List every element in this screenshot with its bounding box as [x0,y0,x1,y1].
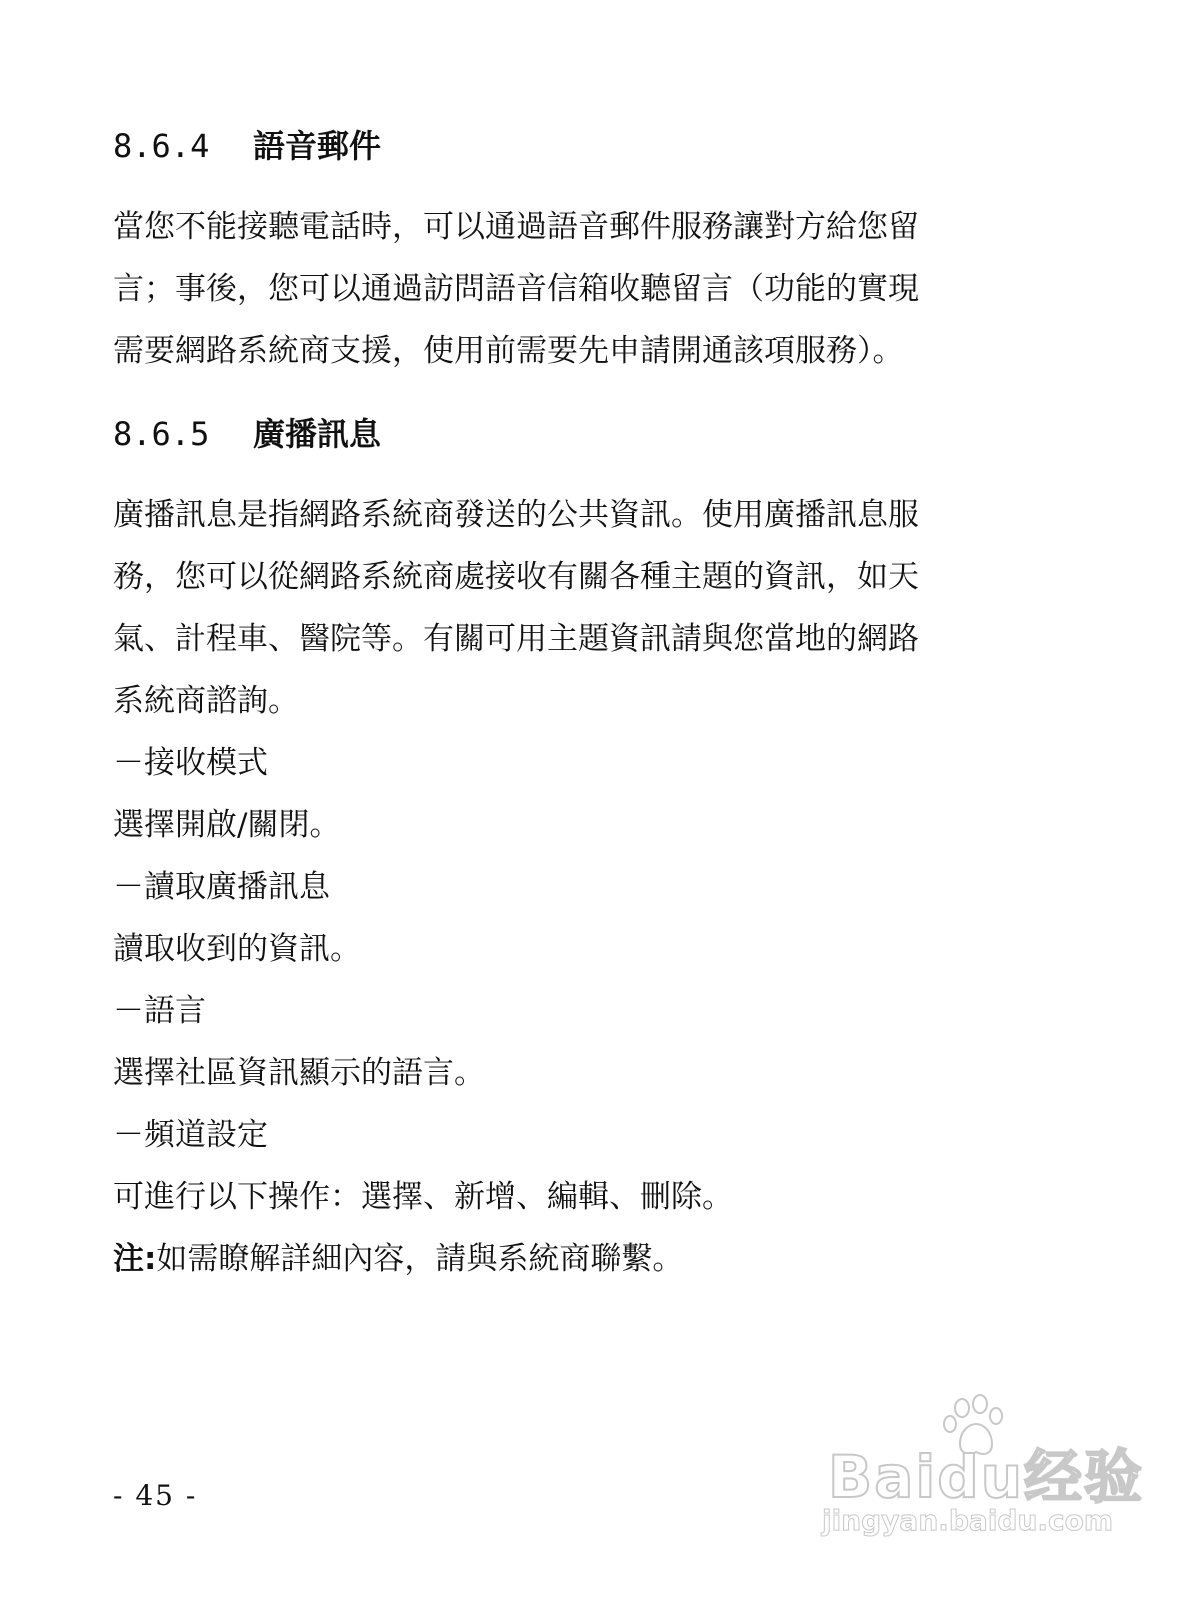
body-line: 氣、計程車、醫院等。有關可用主題資訊請與您當地的網路 [113,621,919,657]
body-line: 系統商諮詢。 [113,683,299,719]
body-line: 言；事後，您可以通過訪問語音信箱收聽留言（功能的實現 [113,271,919,307]
list-desc: 可進行以下操作：選擇、新增、編輯、刪除。 [113,1179,733,1215]
list-desc: 讀取收到的資訊。 [113,931,361,967]
body-line: 務，您可以從網路系統商處接收有關各種主題的資訊，如天 [113,559,919,595]
list-desc: 選擇開啟/關閉。 [113,807,341,843]
note-line [113,1228,943,1290]
section-body-864 [113,196,943,382]
body-line: 當您不能接聽電話時，可以通過語音郵件服務讓對方給您留 [113,209,919,245]
page-number: - 45 - [113,1479,198,1512]
section-title: 語音郵件 [253,127,382,165]
list-heading-read-broadcast: －讀取廣播訊息 [113,869,330,905]
body-line: 需要網路系統商支援，使用前需要先申請開通該項服務）。 [113,333,904,369]
list-heading-channel-settings: －頻道設定 [113,1117,268,1153]
baidu-watermark [820,1392,1145,1552]
watermark-brand: Baidu经验 [828,1443,1145,1511]
note-text: 如需瞭解詳細內容，請與系統商聯繫。 [156,1241,684,1277]
note-label: 注: [113,1241,157,1277]
section-number: 8.6.5 [113,415,210,453]
section-heading-864 [113,126,381,166]
list-desc: 選擇社區資訊顯示的語言。 [113,1055,485,1091]
section-number: 8.6.4 [113,127,210,165]
section-body-865 [113,484,943,1290]
list-heading-language: －語言 [113,993,206,1029]
watermark-url: jingyan.baidu.com [822,1504,1114,1537]
list-heading-receive-mode: －接收模式 [113,745,268,781]
body-line: 廣播訊息是指網路系統商發送的公共資訊。使用廣播訊息服 [113,497,919,533]
section-heading-865 [113,414,381,454]
section-title: 廣播訊息 [253,415,382,453]
